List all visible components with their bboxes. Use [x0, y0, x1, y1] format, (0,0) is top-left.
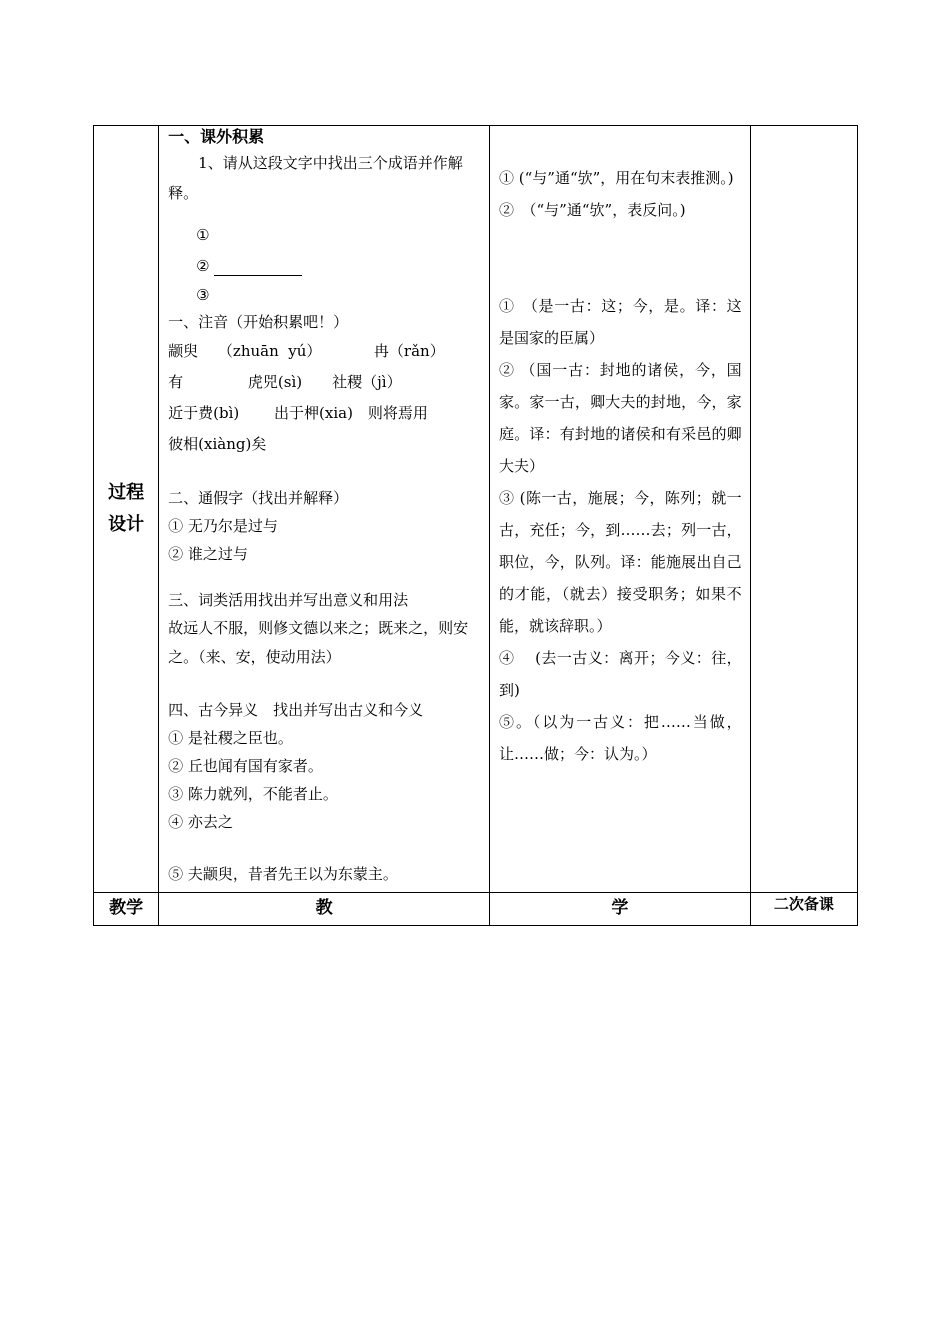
- idiom-item-3: ③: [196, 286, 210, 304]
- section2-title: 二、通假字（找出并解释）: [168, 489, 349, 507]
- row-label-line-1: 过程: [108, 482, 145, 503]
- section2-line-2: ② 谁之过与: [168, 545, 248, 563]
- row-label-cell: [94, 126, 159, 893]
- answer-block2-item-2: ② （国一古：封地的诸侯，今，国家。家一古，卿大夫的封地，今，家庭。译：有封地的诸侯和有采邑的卿大夫）: [499, 361, 742, 475]
- section3-title: 三、词类活用找出并写出意义和用法: [168, 591, 409, 609]
- section4-line-4: ④ 亦去之: [168, 813, 233, 831]
- row-label-line-2: 设计: [108, 514, 145, 535]
- section1-title: 一、注音（开始积累吧！）: [168, 313, 349, 331]
- pinyin-line-4: 彼相(xiàng)矣: [168, 435, 267, 453]
- section4-line-5: ⑤ 夫颛臾，昔者先王以为东蒙主。: [168, 865, 398, 883]
- answer-block2-item-3: ③ (陈一古，施展；今，陈列；就一古，充任；今，到……去；列一古，职位，今，队列。译：能施展出自己的才能，（就去）接受职务；如果不能，就该辞职。）: [499, 489, 742, 635]
- footer-learn: 学: [490, 893, 751, 926]
- answer-block1-item-1: ① (“与”通“欤”，用在句末表推测。): [499, 169, 734, 187]
- answer-block2-item-1: ① （是一古：这；今，是。译：这是国家的臣属）: [499, 297, 742, 347]
- pinyin-line-3: 近于费(bì) 出于柙(xia) 则将焉用: [168, 404, 428, 422]
- section4-line-2: ② 丘也闻有国有家者。: [168, 757, 323, 775]
- answer-block1-item-2: ② （“与”通“欤”，表反问。): [499, 201, 686, 219]
- idiom-item-2: ②: [168, 251, 481, 282]
- section0-title: 一、课外积累: [168, 127, 265, 146]
- footer-teach: 教: [159, 893, 490, 926]
- section3-line-1: 故远人不服，则修文德以来之；既来之，则安之。（来、安，使动用法）: [168, 619, 469, 666]
- answer-block2-item-4: ④ (去一古义：离开；今义：往，到): [499, 649, 742, 699]
- pinyin-line-2: 有 虎兕(sì) 社稷（jì）: [168, 373, 402, 391]
- idiom-item-1: ①: [196, 226, 210, 244]
- answer-blank[interactable]: [214, 259, 302, 276]
- section4-title: 四、古今异义 找出并写出古义和今义: [168, 701, 424, 719]
- footer-second-prep: 二次备课: [750, 893, 857, 926]
- footer-row: [94, 893, 858, 926]
- answers-cell: [490, 126, 751, 893]
- pinyin-line-1: 颛臾 （zhuān yú） 冉（rǎn）: [168, 342, 445, 360]
- teaching-content-cell: [159, 126, 490, 893]
- section4-line-1: ① 是社稷之臣也。: [168, 729, 293, 747]
- section4-line-3: ③ 陈力就列，不能者止。: [168, 785, 338, 803]
- section0-question: 1、请从这段文字中找出三个成语并作解释。: [168, 154, 463, 202]
- lesson-plan-table: [93, 125, 858, 926]
- footer-teaching: 教学: [94, 893, 159, 926]
- second-prep-cell: [750, 126, 857, 893]
- section2-line-1: ① 无乃尔是过与: [168, 517, 278, 535]
- answer-block2-item-5: ⑤。（以为一古义：把……当做，让……做；今：认为。）: [499, 713, 742, 763]
- process-row: [94, 126, 858, 893]
